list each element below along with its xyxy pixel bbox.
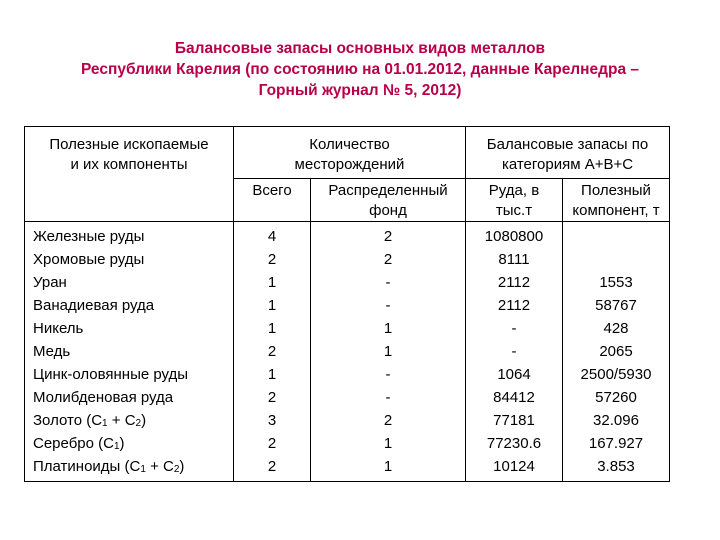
header-ore bbox=[466, 179, 563, 222]
component-reserve: 3.853 bbox=[597, 458, 635, 475]
component-reserve: 167.927 bbox=[588, 435, 644, 452]
deposits-distributed: 2 bbox=[383, 228, 393, 245]
header-deposits bbox=[234, 127, 466, 179]
header-minerals bbox=[25, 127, 234, 222]
header-reserves-line2: категориям А+В+С bbox=[501, 156, 634, 173]
mineral-name: Золото $(С_1 + С_2)$ bbox=[33, 412, 147, 429]
header-ore-line2: тыс.т bbox=[495, 202, 533, 219]
mineral-name: Хромовые руды bbox=[33, 251, 145, 268]
mineral-name: Платиноиды $(С_1 + С_2)$ bbox=[33, 458, 185, 475]
component-reserve bbox=[563, 248, 669, 271]
component-reserve: 32.096 bbox=[593, 412, 639, 429]
deposits-total: 2 bbox=[267, 251, 277, 268]
deposits-total: 2 bbox=[267, 343, 277, 360]
deposits-total: 2 bbox=[267, 389, 277, 406]
reserves-table bbox=[24, 126, 670, 482]
header-reserves-line1: Балансовые запасы по bbox=[486, 136, 649, 153]
ore-reserve: 10124 bbox=[493, 458, 535, 475]
header-total-label: Всего bbox=[252, 182, 292, 199]
deposits-distributed: 1 bbox=[383, 320, 393, 337]
deposits-distributed: - bbox=[385, 297, 391, 314]
deposits-total: 1 bbox=[267, 366, 277, 383]
ore-reserve: - bbox=[511, 343, 517, 360]
mineral-name: Никель bbox=[33, 320, 84, 337]
header-total bbox=[234, 179, 311, 222]
component-reserve: 58767 bbox=[595, 297, 637, 314]
header-distributed-line2: фонд bbox=[369, 202, 407, 219]
title-line-1: Балансовые запасы основных видов металлов bbox=[174, 40, 546, 57]
ore-reserve: 2112 bbox=[497, 274, 531, 291]
deposits-distributed: - bbox=[385, 274, 391, 291]
header-distributed bbox=[311, 179, 466, 222]
header-ore-line1: Руда, в bbox=[488, 182, 540, 199]
mineral-name: Медь bbox=[33, 343, 71, 360]
header-component-line1: Полезный bbox=[581, 182, 651, 199]
mineral-name: Уран bbox=[33, 274, 67, 291]
deposits-total: 1 bbox=[267, 297, 277, 314]
header-reserves bbox=[466, 127, 670, 179]
deposits-distributed: - bbox=[385, 366, 391, 383]
header-deposits-line2: месторождений bbox=[294, 156, 405, 173]
component-reserve: 428 bbox=[603, 320, 629, 337]
ore-reserve: 8111 bbox=[498, 251, 530, 268]
deposits-total: 1 bbox=[267, 320, 277, 337]
table-body-row bbox=[25, 222, 670, 482]
header-minerals-line2: и их компоненты bbox=[70, 156, 188, 173]
deposits-total: 2 bbox=[267, 435, 277, 452]
document-title bbox=[40, 38, 680, 101]
column-distributed bbox=[311, 222, 466, 482]
mineral-name: Молибденовая руда bbox=[33, 389, 174, 406]
header-distributed-line1: Распределенный bbox=[328, 182, 448, 199]
mineral-name: Серебро $(С_1)$ bbox=[33, 435, 125, 452]
mineral-name: Железные руды bbox=[33, 228, 145, 245]
deposits-total: 4 bbox=[267, 228, 277, 245]
ore-reserve: 1080800 bbox=[484, 228, 544, 245]
title-line-2: Республики Карелия (по состоянию на 01.01.2012, данные Карелнедра – bbox=[80, 61, 639, 78]
component-reserve: 57260 bbox=[595, 389, 637, 406]
deposits-distributed: 1 bbox=[383, 343, 393, 360]
component-reserve bbox=[563, 225, 669, 248]
deposits-total: 3 bbox=[267, 412, 277, 429]
ore-reserve: 2112 bbox=[497, 297, 531, 314]
deposits-distributed: - bbox=[385, 389, 391, 406]
component-reserve: 1553 bbox=[599, 274, 633, 291]
deposits-total: 1 bbox=[267, 274, 277, 291]
header-component-line2: компонент, т bbox=[572, 202, 660, 219]
ore-reserve: - bbox=[511, 320, 517, 337]
deposits-distributed: 2 bbox=[383, 251, 393, 268]
deposits-distributed: 2 bbox=[383, 412, 393, 429]
ore-reserve: 1064 bbox=[497, 366, 531, 383]
header-deposits-line1: Количество bbox=[309, 136, 390, 153]
ore-reserve: 77181 bbox=[493, 412, 535, 429]
component-reserve: 2500/5930 bbox=[580, 366, 652, 383]
mineral-name: Ванадиевая руда bbox=[33, 297, 155, 314]
deposits-total: 2 bbox=[267, 458, 277, 475]
column-total bbox=[234, 222, 311, 482]
column-component bbox=[563, 222, 670, 482]
header-minerals-line1: Полезные ископаемые bbox=[49, 136, 209, 153]
component-reserve: 2065 bbox=[599, 343, 633, 360]
ore-reserve: 84412 bbox=[493, 389, 535, 406]
column-ore bbox=[466, 222, 563, 482]
header-component bbox=[563, 179, 670, 222]
column-names bbox=[25, 222, 234, 482]
mineral-name: Цинк-оловянные руды bbox=[33, 366, 189, 383]
title-line-3: Горный журнал № 5, 2012) bbox=[258, 82, 462, 99]
ore-reserve: 77230.6 bbox=[486, 435, 542, 452]
deposits-distributed: 1 bbox=[383, 435, 393, 452]
deposits-distributed: 1 bbox=[383, 458, 393, 475]
